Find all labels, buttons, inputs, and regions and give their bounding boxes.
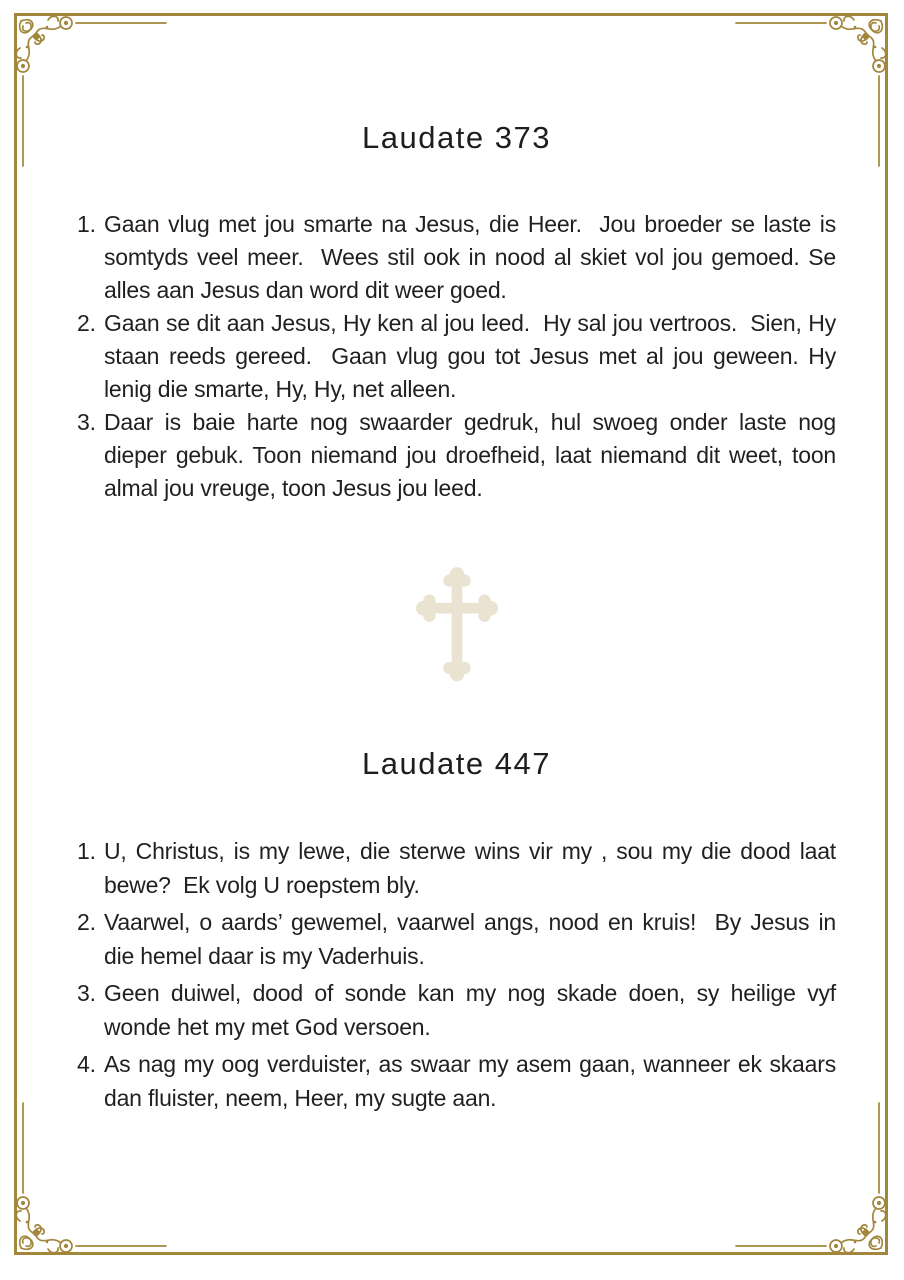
verse-number: 3.: [77, 980, 96, 1006]
verse-number: 2.: [77, 909, 96, 935]
verse-item: [77, 976, 836, 1044]
corner-flourish-icon: [732, 1099, 902, 1269]
verse-text: Geen duiwel, dood of sonde kan my nog skade doen, sy heilige vyf wonde het my met God versoen.: [104, 980, 836, 1040]
verse-item: [77, 406, 836, 505]
hymn-373-verses: [77, 208, 836, 505]
corner-flourish-icon: [0, 1099, 170, 1269]
verse-text: Daar is baie harte nog swaarder gedruk, hul swoeg onder laste nog dieper gebuk. Toon niemand jou droefheid, laat niemand dit weet, toon almal jou vreuge, toon Jesus jou leed.: [104, 409, 836, 501]
verse-number: 2.: [77, 310, 96, 336]
hymn-title-373: Laudate 373: [362, 120, 551, 155]
verse-number: 1.: [77, 211, 96, 237]
hymn-title-447: Laudate 447: [362, 746, 551, 781]
verse-text: Gaan vlug met jou smarte na Jesus, die Heer. Jou broeder se laste is somtyds veel meer. Wees stil ook in nood al skiet vol jou gemoed. Se alles aan Jesus dan word dit weer goed.: [104, 211, 836, 303]
verse-text: Gaan se dit aan Jesus, Hy ken al jou leed. Hy sal jou vertroos. Sien, Hy staan reeds gereed. Gaan vlug gou tot Jesus met al jou geween. Hy lenig die smarte, Hy, Hy, net alleen.: [104, 310, 836, 402]
verse-text: As nag my oog verduister, as swaar my asem gaan, wanneer ek skaars dan fluister, neem, Heer, my sugte aan.: [104, 1051, 836, 1111]
verse-number: 3.: [77, 409, 96, 435]
hymn-447-verses: [77, 834, 836, 1115]
budded-cross-icon: [77, 556, 836, 691]
verse-number: 4.: [77, 1051, 96, 1077]
verse-item: [77, 307, 836, 406]
verse-item: [77, 1047, 836, 1115]
verse-item: [77, 834, 836, 902]
verse-number: 1.: [77, 838, 96, 864]
verse-item: [77, 208, 836, 307]
verse-text: Vaarwel, o aards’ gewemel, vaarwel angs, nood en kruis! By Jesus in die hemel daar is my Vaderhuis.: [104, 909, 836, 969]
verse-text: U, Christus, is my lewe, die sterwe wins vir my , sou my die dood laat bewe? Ek volg U roepstem bly.: [104, 838, 836, 898]
verse-item: [77, 905, 836, 973]
